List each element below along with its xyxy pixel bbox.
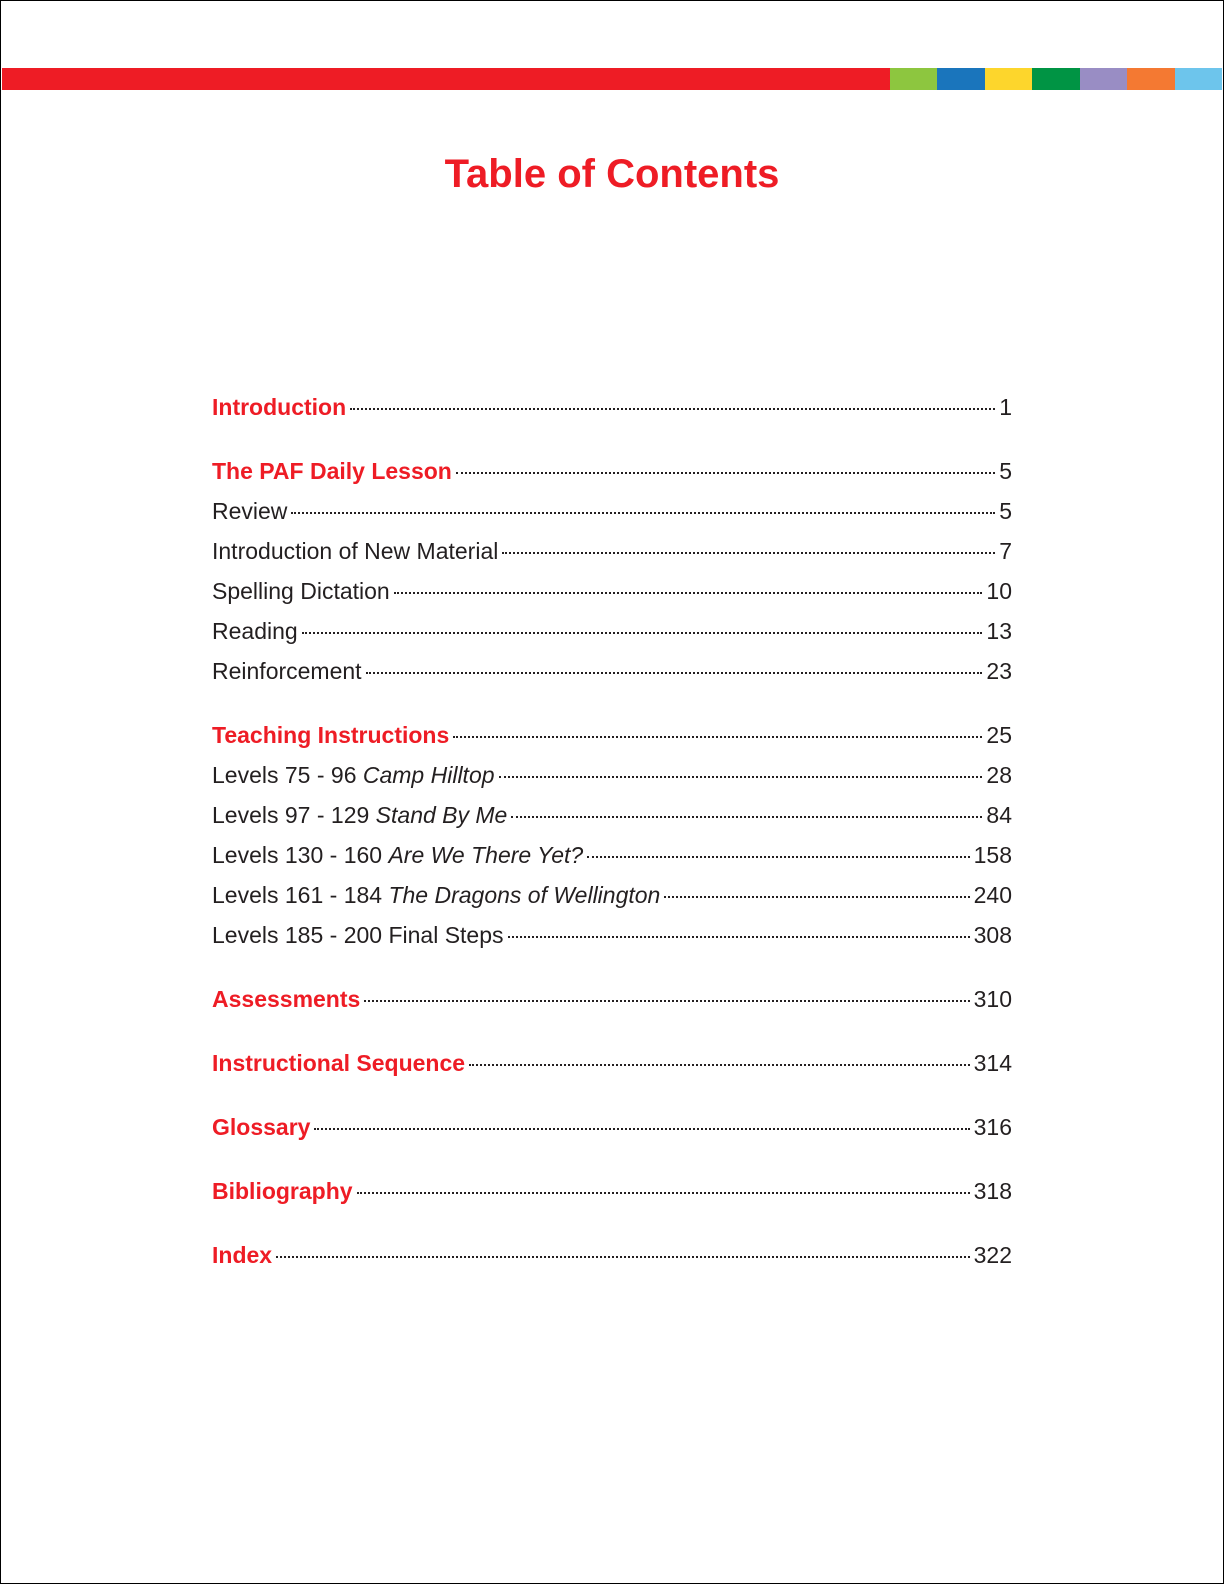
toc-entry-label: The PAF Daily Lesson	[212, 458, 452, 484]
toc-entry-label: Instructional Sequence	[212, 1050, 466, 1076]
toc-entry-page: 5	[999, 498, 1012, 524]
toc-entry-label: Review	[212, 498, 288, 524]
toc-entry-label	[212, 799, 507, 831]
toc-entry-reading[interactable]	[212, 615, 1012, 655]
toc-entry-label: Introduction	[212, 394, 347, 420]
dot-leader	[587, 856, 969, 858]
dot-leader	[499, 776, 983, 778]
dot-leader	[291, 512, 995, 514]
toc-entry-levels-97-129[interactable]	[212, 799, 1012, 839]
toc-entry-page: 308	[973, 922, 1012, 948]
toc-entry-label: Spelling Dictation	[212, 578, 390, 604]
toc-entry-label: Index	[212, 1242, 273, 1268]
dot-leader	[469, 1064, 970, 1066]
toc-entry-page: 318	[973, 1178, 1012, 1204]
color-bar	[2, 68, 1222, 90]
page-title: Table of Contents	[444, 152, 780, 196]
dot-leader	[366, 672, 983, 674]
toc-entry-new-material[interactable]	[212, 535, 1012, 575]
dot-leader	[456, 472, 995, 474]
dot-leader	[302, 632, 983, 634]
toc-entry-label	[212, 839, 583, 871]
toc-entry-label: Glossary	[212, 1114, 311, 1140]
color-bar-segment-dark-green	[1032, 68, 1079, 90]
toc-entry-page: 316	[973, 1114, 1012, 1140]
dot-leader	[357, 1192, 970, 1194]
toc-entry-bibliography[interactable]	[212, 1175, 1012, 1215]
toc-entry-page: 23	[986, 658, 1012, 684]
toc-entry-spelling-dictation[interactable]	[212, 575, 1012, 615]
toc-entry-reinforcement[interactable]	[212, 655, 1012, 695]
toc-entry-teaching-instructions[interactable]	[212, 719, 1012, 759]
table-of-contents	[212, 391, 1012, 1279]
color-bar-segment-purple	[1080, 68, 1127, 90]
dot-leader	[502, 552, 995, 554]
level-range: Levels 97 - 129	[212, 802, 376, 828]
toc-entry-introduction[interactable]	[212, 391, 1012, 431]
color-bar-segment-red	[2, 68, 890, 90]
toc-entry-page: 240	[973, 882, 1012, 908]
dot-leader	[394, 592, 983, 594]
book-title: Camp Hilltop	[362, 762, 495, 788]
toc-entry-review[interactable]	[212, 495, 1012, 535]
dot-leader	[508, 936, 970, 938]
color-bar-segment-green	[890, 68, 937, 90]
toc-entry-page: 10	[986, 578, 1012, 604]
level-range: Levels 161 - 184	[212, 882, 389, 908]
toc-entry-assessments[interactable]	[212, 983, 1012, 1023]
toc-entry-label	[212, 759, 495, 791]
toc-entry-levels-161-184[interactable]	[212, 879, 1012, 919]
book-title: The Dragons of Wellington	[388, 882, 661, 908]
book-title: Are We There Yet?	[388, 842, 584, 868]
dot-leader	[314, 1128, 969, 1130]
color-bar-segment-blue	[937, 68, 984, 90]
toc-entry-daily-lesson[interactable]	[212, 455, 1012, 495]
toc-entry-label: Reinforcement	[212, 658, 362, 684]
dot-leader	[664, 896, 969, 898]
color-bar-segment-yellow	[985, 68, 1032, 90]
dot-leader	[350, 408, 995, 410]
toc-entry-page: 322	[973, 1242, 1012, 1268]
toc-entry-instructional-sequence[interactable]	[212, 1047, 1012, 1087]
toc-entry-page: 28	[986, 762, 1012, 788]
color-bar-segment-light-blue	[1175, 68, 1222, 90]
dot-leader	[453, 736, 982, 738]
toc-entry-levels-130-160[interactable]	[212, 839, 1012, 879]
toc-entry-page: 158	[973, 842, 1012, 868]
toc-entry-index[interactable]	[212, 1239, 1012, 1279]
toc-entry-page: 25	[986, 722, 1012, 748]
dot-leader	[511, 816, 982, 818]
toc-entry-label: Assessments	[212, 986, 361, 1012]
dot-leader	[364, 1000, 969, 1002]
toc-entry-page: 5	[999, 458, 1012, 484]
book-title: Stand By Me	[375, 802, 508, 828]
toc-entry-label: Reading	[212, 618, 298, 644]
toc-entry-levels-185-200[interactable]	[212, 919, 1012, 959]
toc-entry-page: 310	[973, 986, 1012, 1012]
level-range: Levels 130 - 160	[212, 842, 389, 868]
toc-entry-label: Levels 185 - 200 Final Steps	[212, 922, 504, 948]
dot-leader	[276, 1256, 970, 1258]
toc-entry-levels-75-96[interactable]	[212, 759, 1012, 799]
toc-entry-label: Teaching Instructions	[212, 722, 450, 748]
toc-entry-page: 1	[999, 394, 1012, 420]
toc-entry-label: Introduction of New Material	[212, 538, 499, 564]
toc-entry-label	[212, 879, 660, 911]
toc-entry-label: Bibliography	[212, 1178, 353, 1204]
level-range: Levels 75 - 96	[212, 762, 363, 788]
toc-entry-page: 7	[999, 538, 1012, 564]
toc-entry-page: 13	[986, 618, 1012, 644]
toc-entry-page: 314	[973, 1050, 1012, 1076]
toc-entry-page: 84	[986, 802, 1012, 828]
toc-entry-glossary[interactable]	[212, 1111, 1012, 1151]
color-bar-segment-orange	[1127, 68, 1174, 90]
